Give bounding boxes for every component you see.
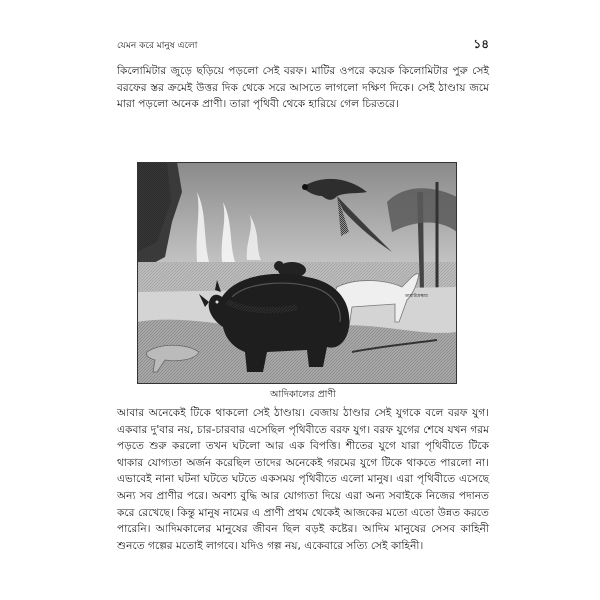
page-number: ১৪ <box>473 37 489 51</box>
artist-signature: ডায়াটমেল্কার <box>405 294 428 299</box>
page-header <box>117 36 489 52</box>
paragraph-1: কিলোমিটার জুড়ে ছড়িয়ে পড়লো সেই বরফ। মাটির ওপরে কয়েক কিলোমিটার পুরু সেই বরফের স্তর ক্রমেই উত্তর দিক থেকে সরে আসতে লাগলো দক্ষিণ দিকে। সেই ঠাণ্ডায় জমে মারা পড়লো অনেক প্রাণী। তারা পৃথিবী থেকে হারিয়ে গেল চিরতরে। <box>117 65 489 111</box>
paragraph-2: আবার অনেকেই টিকে থাকলো সেই ঠাণ্ডায়। বেজায় ঠাণ্ডার সেই যুগকে বলে বরফ যুগ। একবার দু'বার নয়, চার-চারবার এসেছিল পৃথিবীতে বরফ যুগ। বরফ যুগের শেষে যখন গরম পড়তে শুরু করলো তখন ঘটলো আর এক বিপত্তি। শীতের যুগে যারা পৃথিবীতে টিকে থাকার যোগ্যতা অর্জন করেছিল তাদের অনেকেই গরমের যুগে টিকে থাকতে পারলো না। এভাবেই নানা ঘটনা ঘটতে ঘটতে একসময় পৃথিবীতে এলো মানুষ। এরা পৃথিবীতে এসেছে অন্য সব প্রাণীর পরে। অবশ্য বুদ্ধি আর যোগ্যতা দিয়ে এরা অন্য সবাইকে নিজের পদানত করে রেখেছে। কিন্তু মানুষ নামের এ প্রাণী প্রথম থেকেই আজকের মতো এতো উন্নত করতে পারেনি। আদিমকালের মানুষের জীবন ছিল বড়ই কষ্টের। আদিম মানুষের সেসব কাহিনী শুনতে গল্পের মতোই লাগবে। যদিও গল্প নয়, একেবারে সত্যি সেই কাহিনী। <box>117 407 489 552</box>
prehistoric-animals-illustration <box>137 162 457 384</box>
book-page <box>117 36 489 591</box>
running-title: যেমন করে মানুষ এলো <box>117 41 198 51</box>
illustration-caption: আদিকালের প্রাণী <box>270 389 336 400</box>
